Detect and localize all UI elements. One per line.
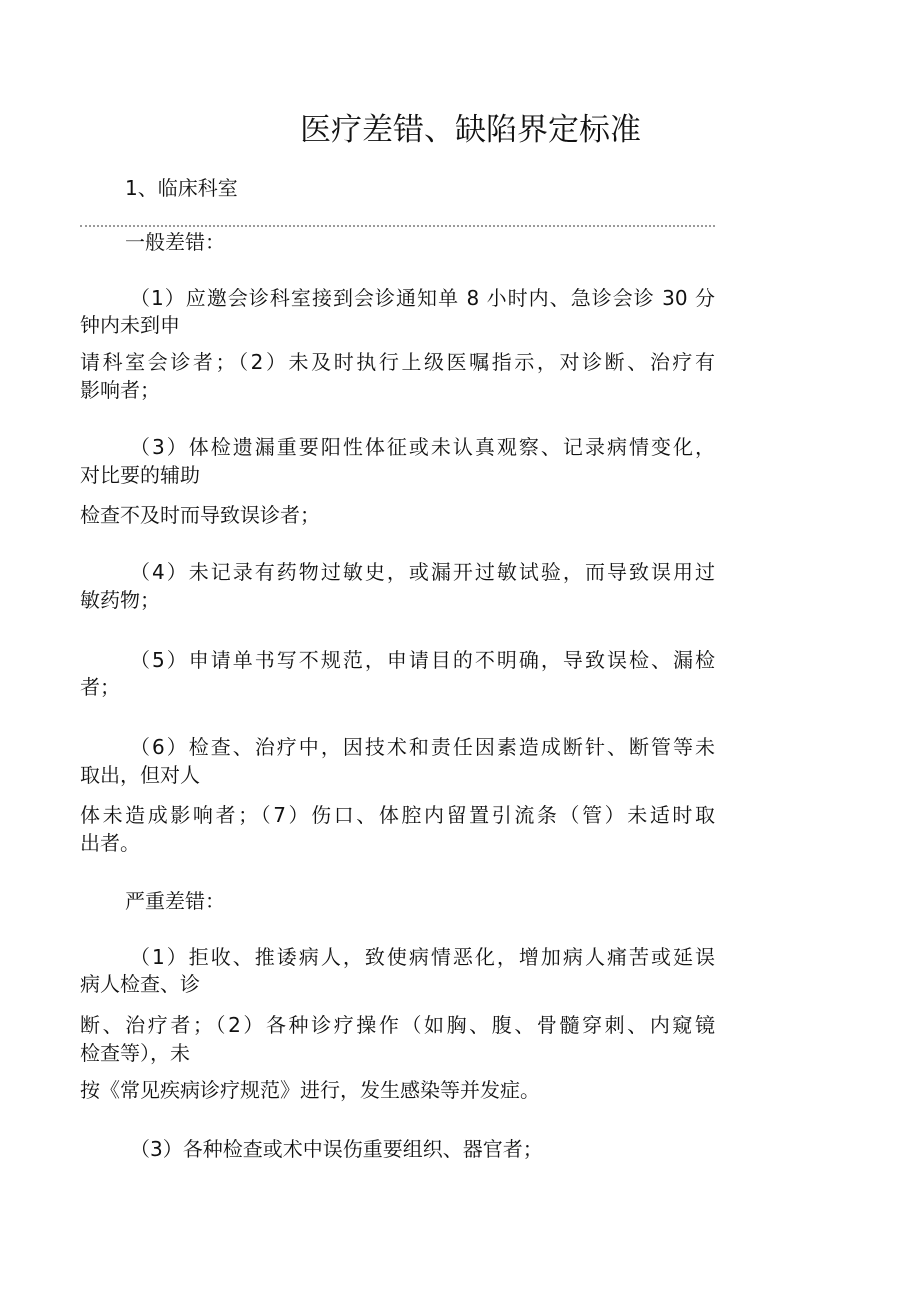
paragraph-line: 出者。	[80, 831, 140, 855]
divider	[80, 225, 715, 227]
general-errors-heading: 一般差错：	[125, 230, 225, 254]
paragraph-line: （3）各种检查或术中误伤重要组织、器官者；	[130, 1137, 543, 1161]
paragraph-line: （1）拒收、推诿病人，致使病情恶化，增加病人痛苦或延误	[130, 945, 715, 969]
paragraph-line: 敏药物；	[80, 588, 160, 612]
paragraph-line: 检查等），未	[80, 1041, 190, 1065]
paragraph-line: 断、治疗者；（2）各种诊疗操作（如胸、腹、骨髓穿刺、内窥镜	[80, 1013, 715, 1037]
paragraph-line: （1）应邀会诊科室接到会诊通知单 8 小时内、急诊会诊 30 分	[130, 286, 715, 310]
paragraph-line: 对比要的辅助	[80, 463, 200, 487]
paragraph-line: 请科室会诊者；（2）未及时执行上级医嘱指示，对诊断、治疗有	[80, 350, 715, 374]
paragraph-line: （5）申请单书写不规范，申请目的不明确，导致误检、漏检	[130, 648, 715, 672]
paragraph-line: （3）体检遗漏重要阳性体征或未认真观察、记录病情变化，	[130, 435, 715, 459]
paragraph-line: 者；	[80, 675, 120, 699]
section-heading: 1、临床科室	[125, 176, 238, 200]
paragraph-line: 影响者；	[80, 378, 160, 402]
paragraph-line: 检查不及时而导致误诊者；	[80, 503, 320, 527]
paragraph-line: 病人检查、诊	[80, 972, 200, 996]
paragraph-line: （6）检查、治疗中，因技术和责任因素造成断针、断管等未	[130, 735, 715, 759]
paragraph-line: 钟内未到申	[80, 313, 180, 337]
paragraph-line: （4）未记录有药物过敏史，或漏开过敏试验，而导致误用过	[130, 560, 715, 584]
paragraph-line: 取出，但对人	[80, 763, 200, 787]
document-title: 医疗差错、缺陷界定标准	[300, 112, 641, 148]
paragraph-line: 按《常见疾病诊疗规范》进行，发生感染等并发症。	[80, 1078, 540, 1102]
paragraph-line: 体未造成影响者；（7）伤口、体腔内留置引流条（管）未适时取	[80, 803, 715, 827]
serious-errors-heading: 严重差错：	[125, 889, 225, 913]
